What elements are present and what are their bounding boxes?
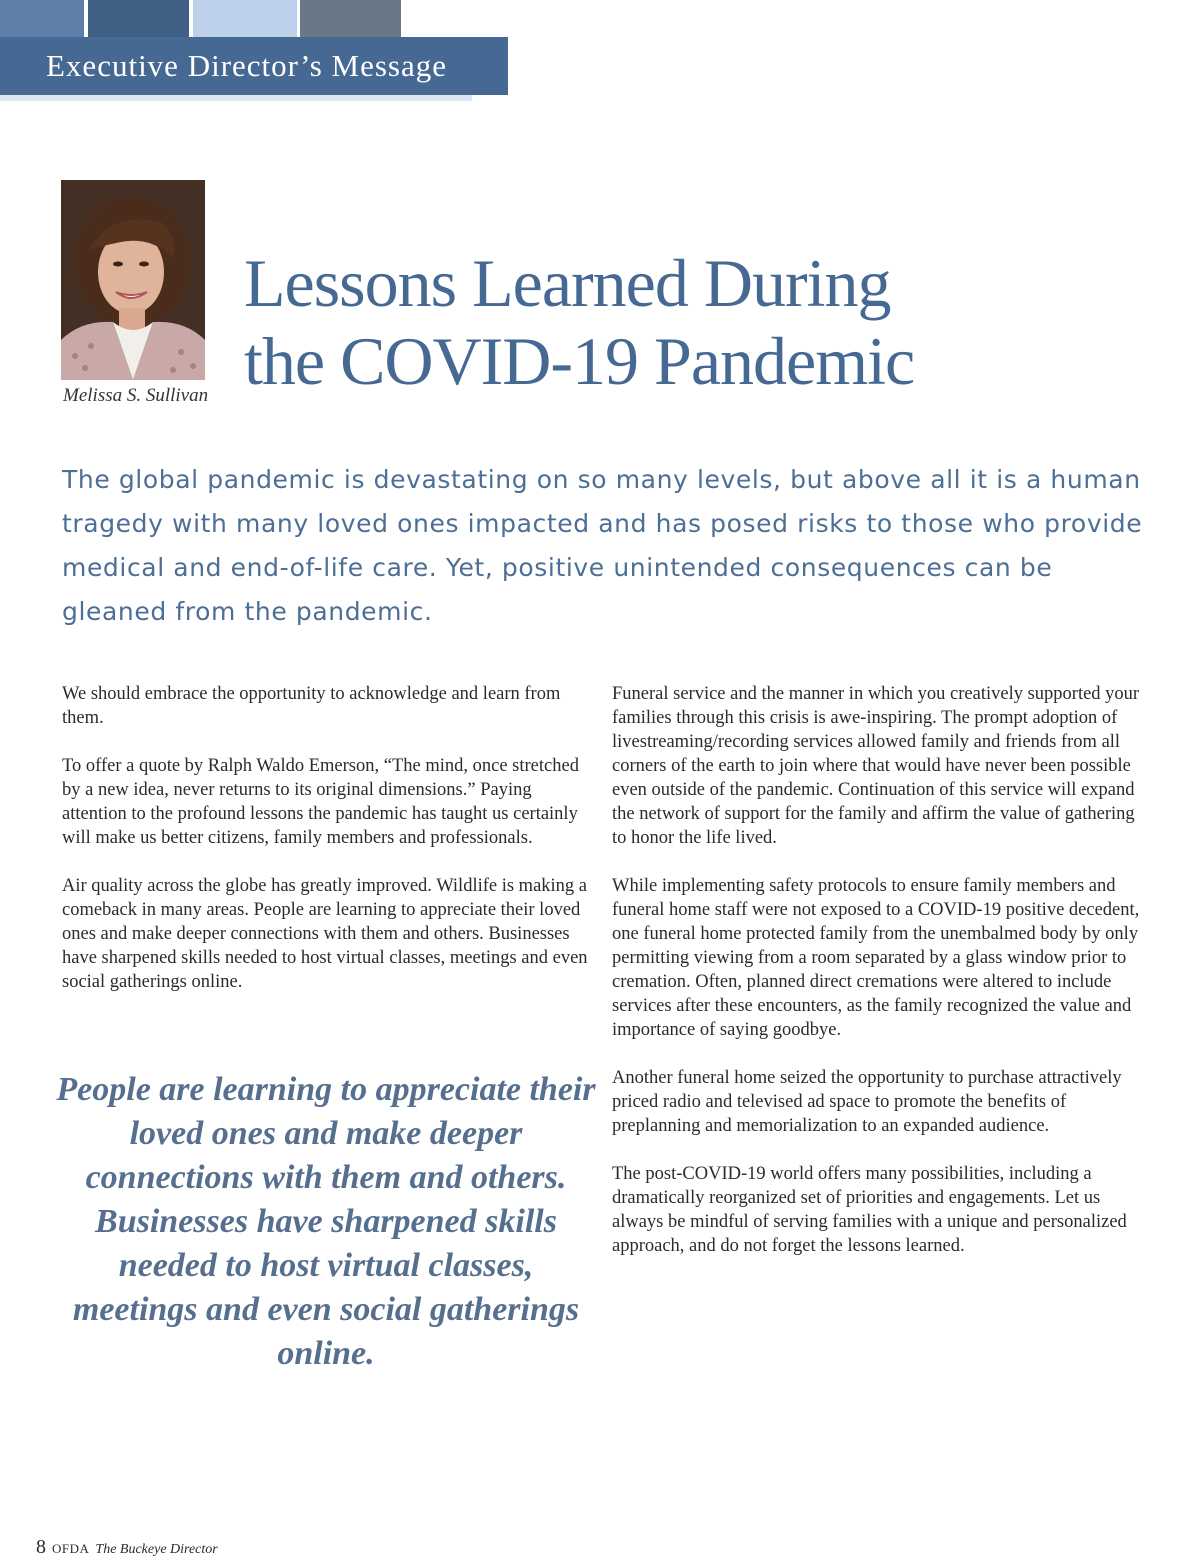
author-portrait: [61, 180, 205, 380]
header-block: [0, 0, 84, 37]
paragraph: The post-COVID-19 world offers many possibilities, including a dramatically reorganized set of priorities and engagements. Let us always be mindful of serving families with a unique and personalized approach, and do not forget the lessons learned.: [612, 1164, 1127, 1256]
banner-underline: [0, 95, 472, 101]
section-banner: [0, 37, 508, 95]
footer-org: OFDA: [52, 1541, 90, 1556]
right-column: [612, 682, 1152, 1282]
paragraph: Another funeral home seized the opportunity to purchase attractively priced radio and televised ad space to promote the benefits of preplanning and memorialization to an expanded audience.: [612, 1068, 1122, 1136]
paragraph: Air quality across the globe has greatly improved. Wildlife is making a comeback in many areas. People are learning to appreciate their loved ones and make deeper connections with them and others. Businesses have sharpened skills needed to host virtual classes, meetings and even social gatherings online.: [62, 876, 588, 992]
left-column: [62, 682, 592, 1018]
title-line: the COVID-19 Pandemic: [244, 323, 915, 399]
author-caption: Melissa S. Sullivan: [63, 385, 209, 406]
footer-publication: The Buckeye Director: [95, 1542, 218, 1557]
title-line: Lessons Learned During: [244, 245, 891, 321]
section-label: Executive Director’s Message: [46, 48, 448, 83]
pull-quote: People are learning to appreciate their loved ones and make deeper connections with them and others. Businesses have sharpened skills needed to host virtual classes, meetings and even social gatherings online.: [56, 1071, 596, 1372]
paragraph: We should embrace the opportunity to acknowledge and learn from them.: [62, 684, 561, 728]
article-lede: The global pandemic is devastating on so many levels, but above all it is a human tragedy with many loved ones impacted and has posed risks to those who provide medical and end-of-life care. Yet, positive unintended consequences can be gleaned from the pandemic.: [62, 465, 1143, 626]
page-footer: [36, 1536, 218, 1559]
header-block: [300, 0, 401, 37]
paragraph: To offer a quote by Ralph Waldo Emerson, “The mind, once stretched by a new idea, never returns to its original dimensions.” Paying attention to the profound lessons the pandemic has taught us certainly will make us better citizens, family members and professionals.: [62, 756, 579, 848]
paragraph: While implementing safety protocols to ensure family members and funeral home staff were not exposed to a COVID-19 positive decedent, one funeral home protected family from the unembalmed body by only permitting viewing from a room separated by a glass window prior to cremation. Often, planned direct cremations were altered to include services after these encounters, as the family recognized the value and importance of saying goodbye.: [612, 876, 1140, 1040]
article-title: [244, 244, 1144, 400]
paragraph: Funeral service and the manner in which you creatively supported your families through this crisis is awe-inspiring. The prompt adoption of livestreaming/recording services allowed family and friends from all corners of the earth to join where that would have never been possible even outside of the pandemic. Continuation of this service will expand the network of support for the family and affirm the value of gathering to honor the life lived.: [612, 684, 1140, 848]
header-block: [88, 0, 189, 37]
page-number: 8: [36, 1536, 46, 1558]
header-color-blocks: [0, 0, 404, 37]
header-block: [193, 0, 297, 37]
